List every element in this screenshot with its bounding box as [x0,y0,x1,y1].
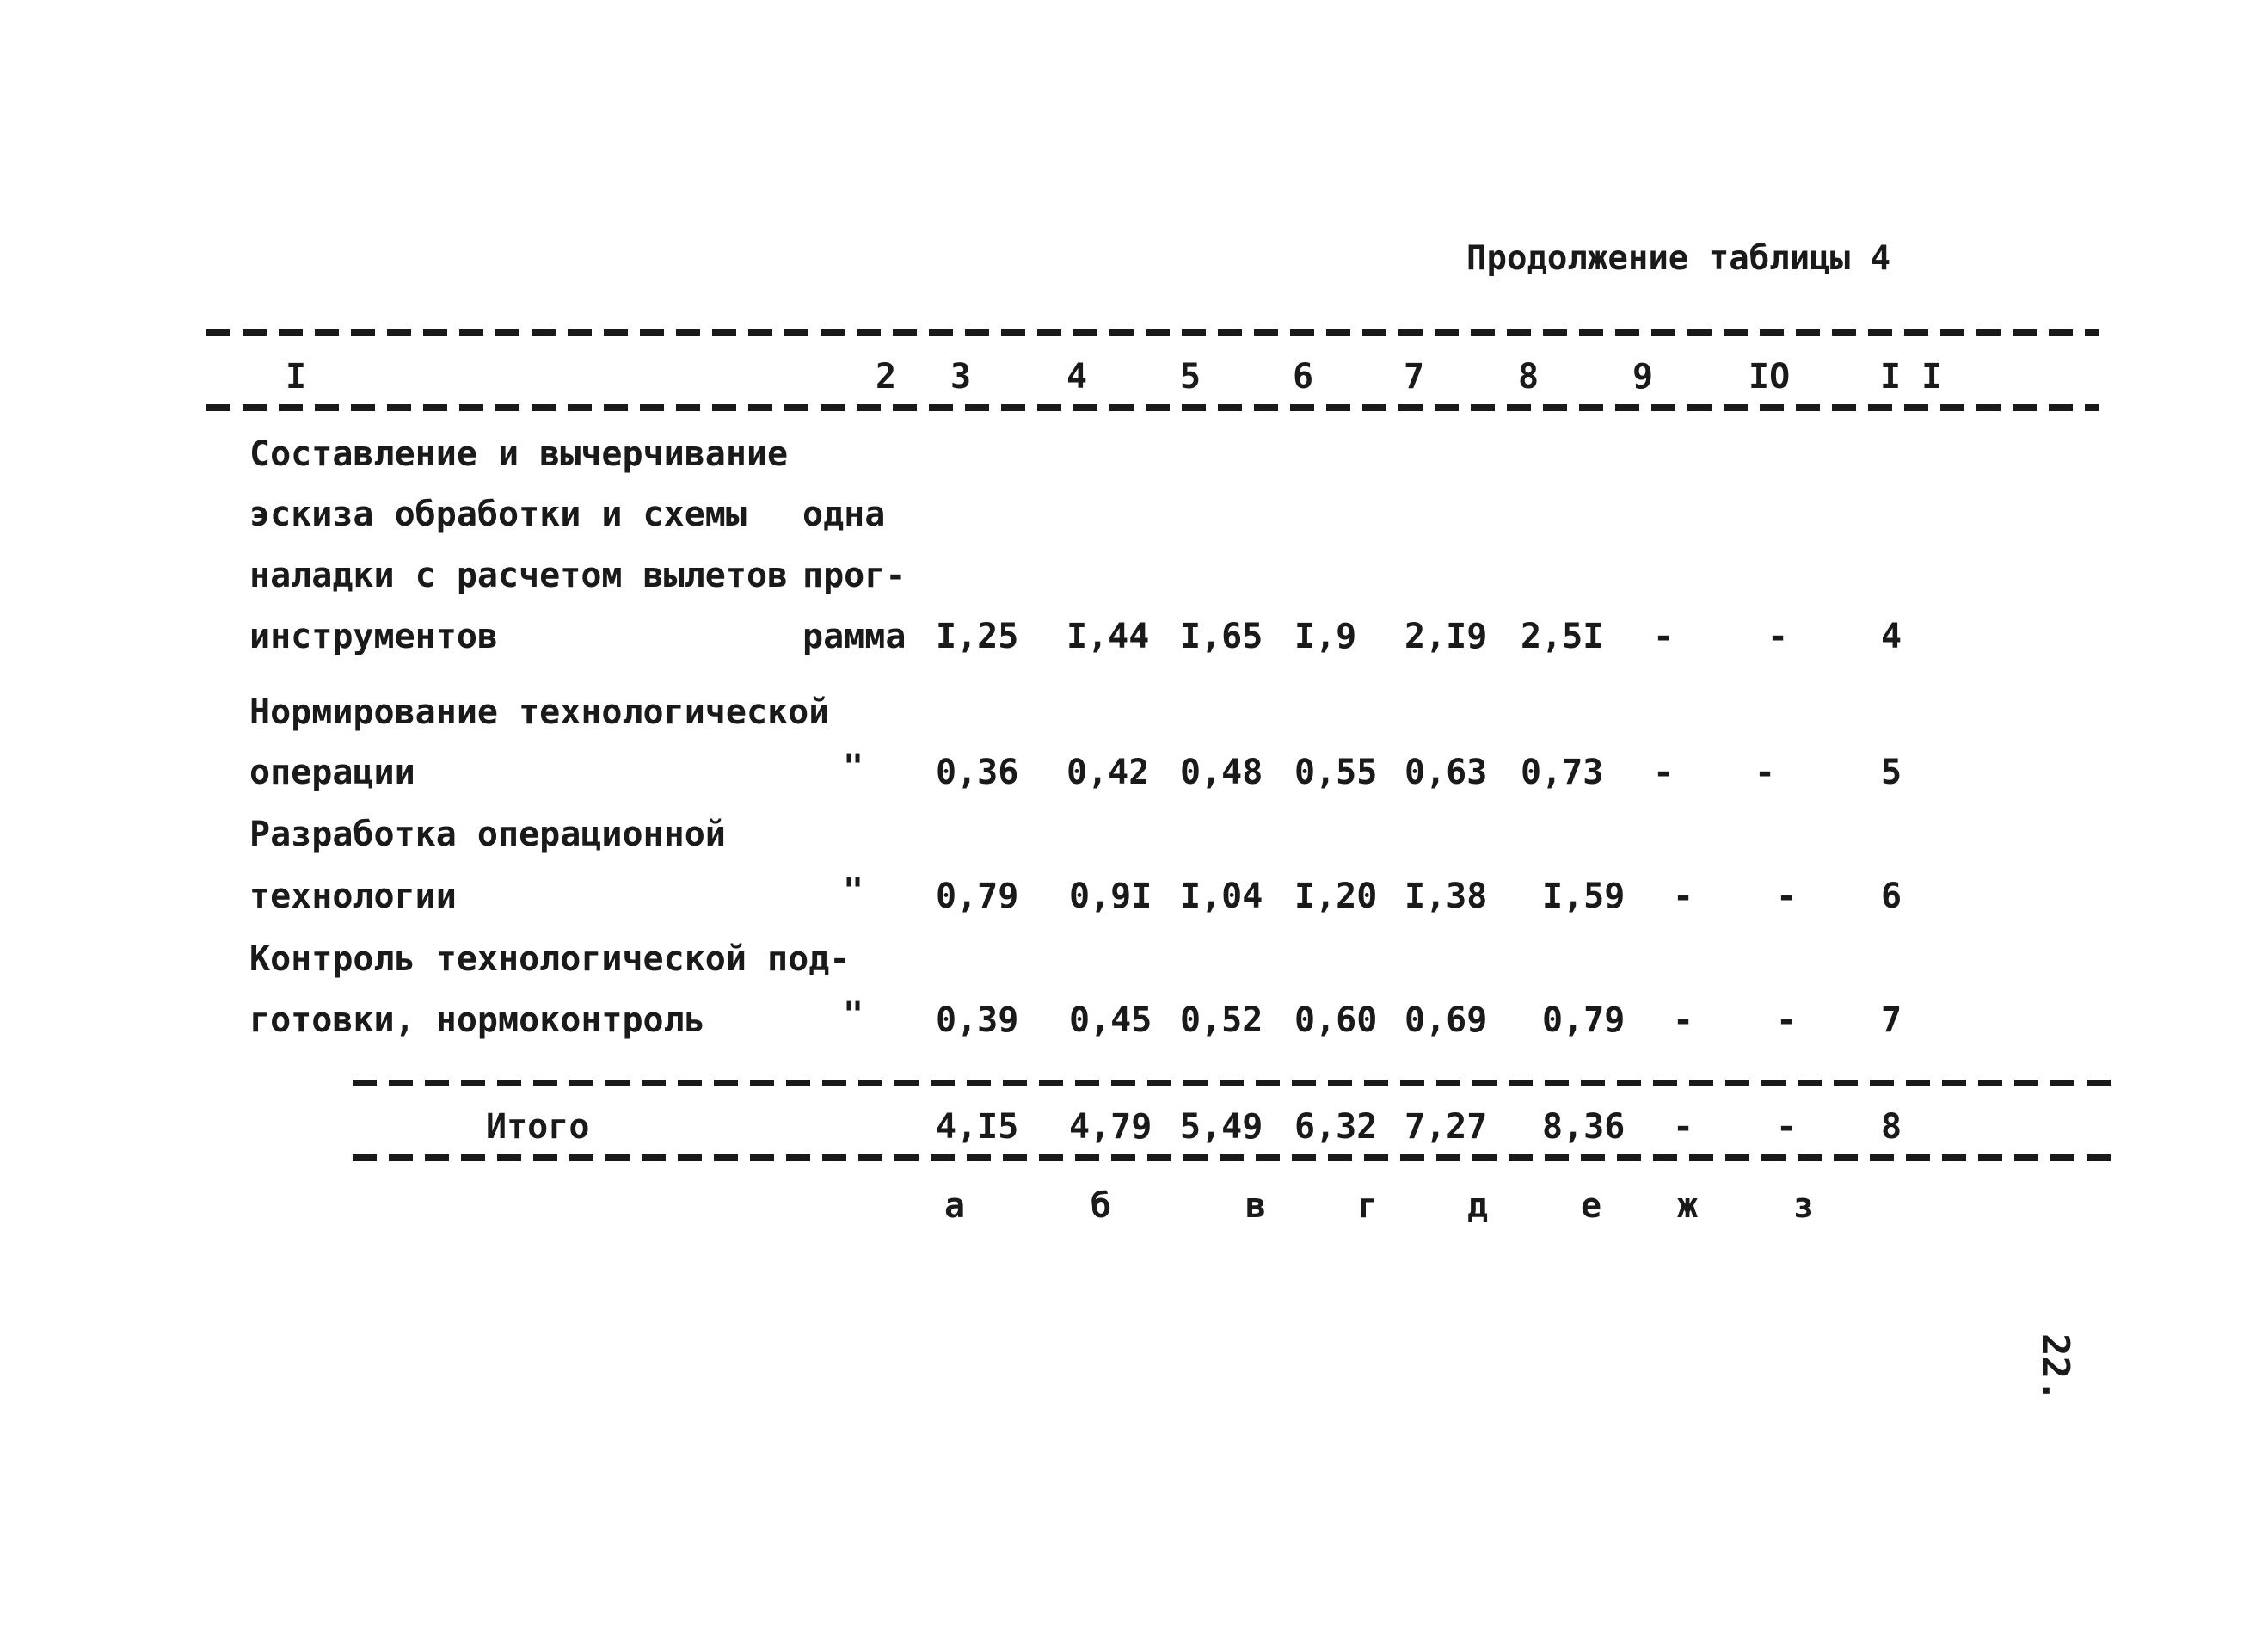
letter-z: з [1793,1186,1815,1226]
row-3-value-5: I,04 [1180,877,1263,916]
row-1-name-line-2: эскиза обработки и схемы [249,495,747,534]
header-col-1: I [286,357,307,397]
row-1-name-line-1: Составление и вычерчивание [249,434,789,474]
row-3-value-6: I,20 [1294,877,1378,916]
row-4-unit: " [843,995,864,1035]
total-value-7: 7,27 [1404,1107,1488,1147]
row-4-value-11: 7 [1881,1000,1902,1040]
row-1-name-line-4: инструментов [249,617,498,656]
total-label: Итого [486,1107,590,1147]
total-value-6: 6,32 [1294,1107,1378,1147]
total-top-rule [353,1080,2116,1086]
row-4-value-10: - [1776,1000,1798,1040]
header-col-11: I I [1880,357,1943,397]
header-col-5: 5 [1180,357,1202,397]
row-2-name-line-1: Нормирование технологической [249,692,830,732]
row-4-value-7: 0,69 [1404,1000,1488,1040]
row-2-value-11: 5 [1881,753,1902,792]
header-rule [206,404,2099,411]
row-4-value-5: 0,52 [1180,1000,1263,1040]
row-3-value-10: - [1776,877,1798,916]
letter-v: в [1245,1186,1267,1226]
row-1-value-10: - [1767,617,1789,656]
row-2-value-6: 0,55 [1294,753,1378,792]
total-value-11: 8 [1881,1107,1902,1147]
row-4-name-line-2: готовки, нормоконтроль [249,1000,705,1040]
row-1-value-4: I,44 [1066,617,1150,656]
total-value-10: - [1776,1107,1798,1147]
row-1-value-9: - [1653,617,1675,656]
top-rule [206,329,2099,336]
letter-a: а [944,1186,966,1226]
row-3-name-line-2: технологии [249,877,457,916]
letter-e: е [1581,1186,1602,1226]
total-value-3: 4,I5 [936,1107,1019,1147]
row-1-unit-line-1: одна [802,495,886,534]
row-3-unit: " [843,871,864,911]
letter-zh: ж [1677,1186,1699,1226]
row-1-value-11: 4 [1881,617,1902,656]
total-value-8: 8,36 [1542,1107,1626,1147]
total-value-9: - [1673,1107,1694,1147]
row-1-value-5: I,65 [1180,617,1263,656]
row-2-value-10: - [1755,753,1776,792]
row-3-name-line-1: Разработка операционной [249,815,726,854]
row-3-value-4: 0,9I [1069,877,1152,916]
total-value-5: 5,49 [1180,1107,1263,1147]
row-2-unit: " [843,748,864,787]
header-col-10: IO [1749,357,1791,397]
row-1-unit-line-2: прог- [802,556,907,595]
row-3-value-11: 6 [1881,877,1902,916]
header-col-8: 8 [1518,357,1540,397]
header-col-4: 4 [1066,357,1088,397]
row-1-value-6: I,9 [1294,617,1357,656]
total-bottom-rule [353,1154,2116,1161]
row-2-value-7: 0,63 [1404,753,1488,792]
row-4-value-6: 0,60 [1294,1000,1378,1040]
row-1-value-8: 2,5I [1521,617,1604,656]
row-4-value-4: 0,45 [1069,1000,1152,1040]
letter-b: б [1091,1186,1112,1226]
row-3-value-3: 0,79 [936,877,1019,916]
row-1-name-line-3: наладки с расчетом вылетов [249,556,789,595]
row-2-value-3: 0,36 [936,753,1019,792]
header-col-9: 9 [1632,357,1654,397]
total-value-4: 4,79 [1069,1107,1152,1147]
row-3-value-7: I,38 [1404,877,1488,916]
table-caption: Продолжение таблицы 4 [1466,239,1891,278]
row-1-value-7: 2,I9 [1404,617,1488,656]
header-col-2: 2 [876,357,897,397]
row-4-value-3: 0,39 [936,1000,1019,1040]
row-4-value-9: - [1673,1000,1694,1040]
letter-d: д [1467,1186,1489,1226]
row-2-value-9: - [1653,753,1675,792]
row-2-value-4: 0,42 [1066,753,1150,792]
header-col-3: 3 [950,357,972,397]
row-3-value-9: - [1673,877,1694,916]
row-4-name-line-1: Контроль технологической под- [249,939,851,979]
row-1-value-3: I,25 [936,617,1019,656]
header-col-7: 7 [1404,357,1425,397]
header-col-6: 6 [1293,357,1314,397]
letter-g: г [1357,1186,1379,1226]
row-2-name-line-2: операции [249,753,415,792]
row-3-value-8: I,59 [1542,877,1626,916]
row-2-value-8: 0,73 [1521,753,1604,792]
page-number: 22. [2033,1333,2077,1402]
row-4-value-8: 0,79 [1542,1000,1626,1040]
row-2-value-5: 0,48 [1180,753,1263,792]
row-1-unit-line-3: рамма [802,617,907,656]
